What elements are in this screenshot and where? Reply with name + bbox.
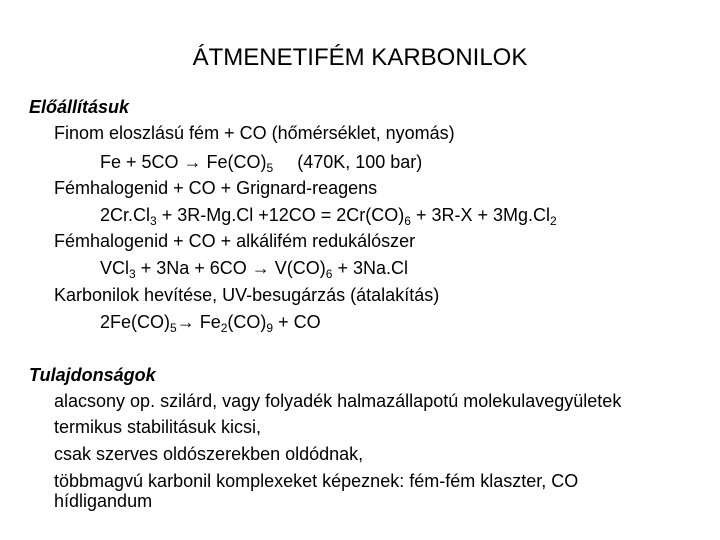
list-item: alacsony op. szilárd, vagy folyadék halmazállapotú molekulavegyületek [54, 391, 622, 411]
text-line: Fémhalogenid + CO + Grignard-reagens [54, 178, 378, 198]
list-item: hídligandum [54, 491, 153, 511]
list-item: termikus stabilitásuk kicsi, [54, 417, 262, 437]
section-heading-properties: Tulajdonságok [29, 365, 156, 385]
text-line: Fémhalogenid + CO + alkálifém redukálószer [54, 231, 416, 251]
list-item: többmagvú karbonil komplexeket képeznek: fém-fém klaszter, CO [54, 471, 579, 491]
equation-line: $VCl_3 + 3Na + 6CO \to V(CO)_6 + 3Na.Cl$ [100, 258, 408, 281]
equation-line: $2Fe(CO)_5\to Fe_2(CO)_9$ + CO [100, 312, 321, 335]
text-line: Finom eloszlású fém + CO (hőmérséklet, nyomás) [54, 123, 455, 143]
text-line: Karbonilok hevítése, UV-besugárzás (átalakítás) [54, 285, 440, 305]
equation-line: $Fe + 5CO \to Fe(CO)_5$ (470K, 100 bar) [100, 152, 423, 175]
list-item: csak szerves oldószerekben oldódnak, [54, 444, 364, 464]
equation-line: $2Cr.Cl_3 + 3R-Mg.Cl +12CO = 2Cr(CO)_6 + 3R-X + 3Mg.Cl_2$ [100, 205, 557, 228]
section-heading-preparation: Előállításuk [29, 97, 130, 117]
page-title: ÁTMENETIFÉM KARBONILOK [192, 44, 528, 71]
